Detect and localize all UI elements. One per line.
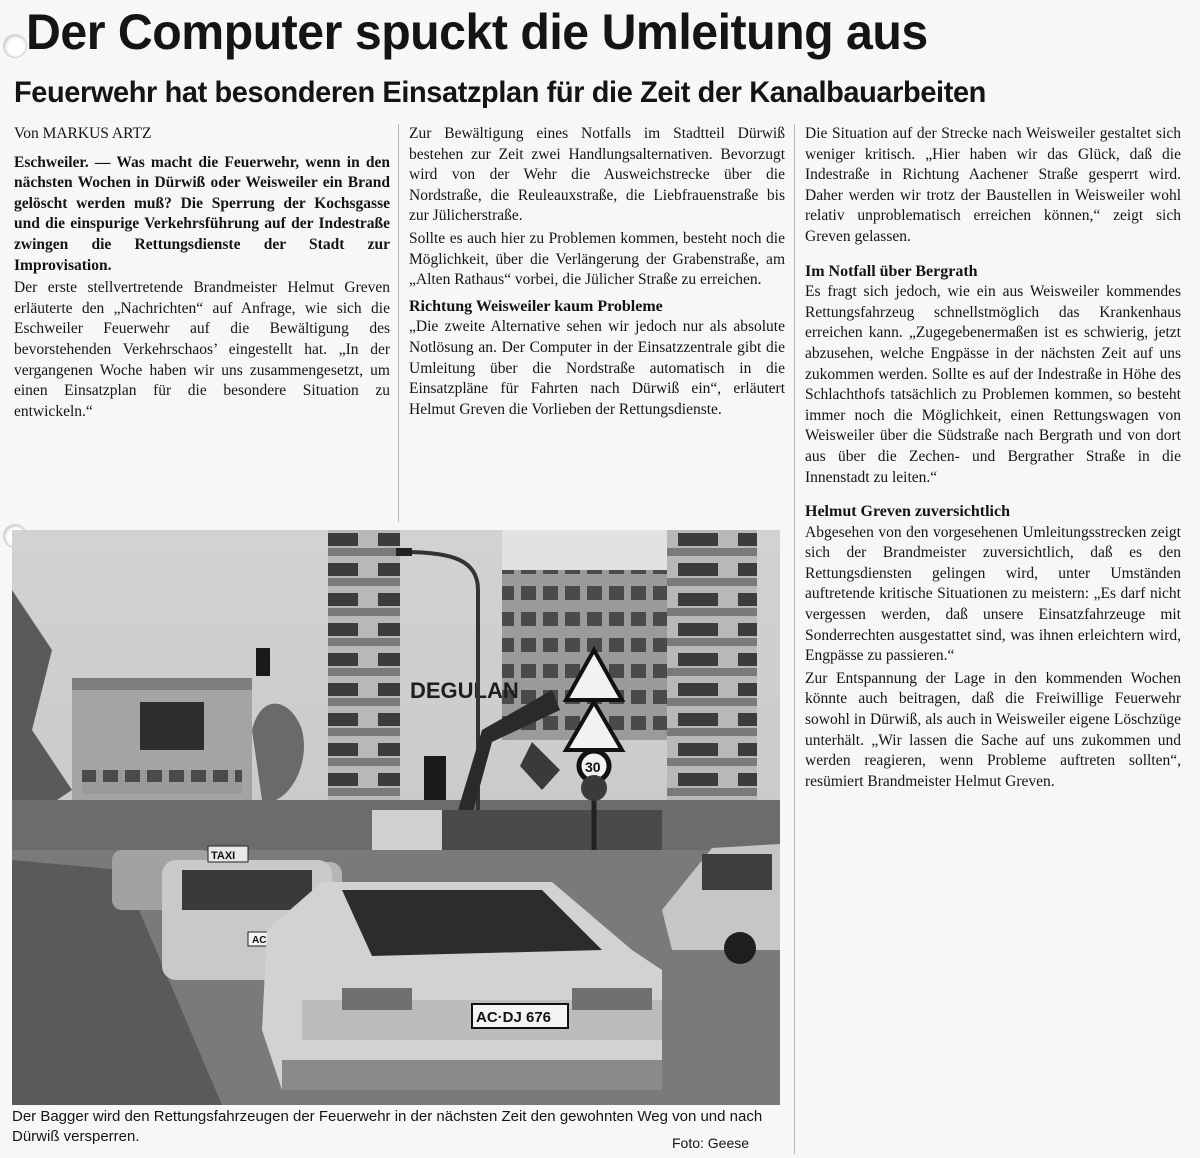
high-rise-right bbox=[667, 530, 757, 830]
article-column-1 bbox=[14, 124, 390, 424]
body-paragraph: „Die zweite Alternative sehen wir jedoch nur als absolute Notlösung an. Der Computer in der Einsatzzentrale gibt die Umleitung über die Nordstraße automatisch in die Einsatzpläne für Fahrten nach Dürwiß ein“, erläutert Helmut Greven die Vorlieben der Rettungsdienste. bbox=[409, 318, 785, 418]
body-paragraph: Der erste stellvertretende Brandmeister Helmut Greven erläuterte den „Nachrichten“ auf Anfrage, wie sich die Eschweiler Feuerwehr auf die Bewältigung des bevorstehenden Verkehrschaos’ eingestellt hat. „In der vergangenen Woche haben wir uns zusammengesetzt, um einen Einsatzplan für die besondere Situation zu entwickeln.“ bbox=[14, 279, 390, 420]
high-rise-left bbox=[328, 530, 400, 830]
article-column-2 bbox=[409, 124, 785, 422]
body-paragraph: Es fragt sich jedoch, wie ein aus Weisweiler kommendes Rettungsfahrzeug schnellstmöglich das Krankenhaus erreichen kann. „Zugegebenermaßen ist es schwierig, jetzt abzusehen, welche Engpässe in der nächsten Zeit auf uns zukommen werden. Sollte es auf der Indestraße in Höhe des Schlachthofs tatsächlich zu Problemen kommen, so besteht immer noch die Möglichkeit, einen Rettungswagen von Weisweiler über die Südstraße nach Bergrath und von dort aus über die Zechen- und Bergrather Straße in die Innenstadt zu leiten.“ bbox=[805, 283, 1181, 486]
shop-sign: DEGULAN bbox=[410, 678, 519, 703]
speed-limit-sign: 30 bbox=[585, 759, 601, 775]
lead-paragraph: Eschweiler. — Was macht die Feuerwehr, wenn in den nächsten Wochen in Dürwiß oder Weisweiler ein Brand gelöscht werden muß? Die Sperrung der Kochsgasse und die einspurige Verkehrsführung auf der Indestraße zwingen die Rettungsdienste der Stadt zur Improvisation. bbox=[14, 153, 390, 274]
body-paragraph: Abgesehen von den vorgesehenen Umleitungsstrecken zeigt sich der Brandmeister zuversichtlich, daß es den Rettungsdiensten gelingen wird, unter Umständen auftretende kritische Situationen zu meistern: „Es darf nicht vergessen werden, daß unsere Einsatzfahrzeuge mit Sonderrechten ausgestattet sind, was ihnen erleichtern wird, Engpässe zu passieren.“ bbox=[805, 523, 1181, 665]
license-plate: AC·DJ 676 bbox=[476, 1009, 552, 1026]
subheadline: Feuerwehr hat besonderen Einsatzplan für die Zeit der Kanalbauarbeiten bbox=[14, 76, 986, 109]
headline: Der Computer spuckt die Umleitung aus bbox=[26, 4, 928, 60]
byline: Von MARKUS ARTZ bbox=[14, 125, 152, 142]
svg-text:AC: AC bbox=[252, 935, 267, 946]
body-paragraph: Sollte es auch hier zu Problemen kommen, besteht noch die Möglichkeit, über die Verlängerung der Grabenstraße, am „Alten Rathaus“ vorbei, die Jülicher Straße zu erreichen. bbox=[409, 229, 785, 289]
section-heading: Im Notfall über Bergrath bbox=[805, 262, 978, 280]
section-heading: Helmut Greven zuversichtlich bbox=[805, 503, 1010, 521]
street-photo bbox=[12, 530, 780, 1105]
column-rule-2 bbox=[794, 124, 795, 1154]
body-paragraph: Zur Bewältigung eines Notfalls im Stadtteil Dürwiß bestehen zur Zeit zwei Handlungsalternativen. Bevorzugt wird von der Wehr die Ausweichstrecke über die Nordstraße, die Reuleauxstraße, die Liebfrauenstraße bis zur Jülicherstraße. bbox=[409, 125, 785, 225]
svg-text:TAXI: TAXI bbox=[211, 850, 236, 862]
body-paragraph: Zur Entspannung der Lage in den kommenden Wochen könnte auch beitragen, daß die Freiwillige Feuerwehr sowohl in Dürwiß, als auch in Weisweiler eigene Löschzüge unterhält. „Wir lassen die Sache auf uns zukommen und werden reagieren, wenn Probleme auftreten sollten“, resümiert Brandmeister Helmut Greven. bbox=[805, 669, 1181, 790]
traffic-light bbox=[256, 648, 270, 676]
column-rule-1 bbox=[398, 124, 399, 522]
section-heading: Richtung Weisweiler kaum Probleme bbox=[409, 297, 663, 315]
photo-caption: Der Bagger wird den Rettungsfahrzeugen der Feuerwehr in der nächsten Zeit den gewohnten Weg von und nach Dürwiß versperren. bbox=[12, 1108, 763, 1145]
article-column-3 bbox=[805, 124, 1181, 794]
punch-hole-top bbox=[3, 34, 27, 58]
photo-credit: Foto: Geese bbox=[672, 1135, 750, 1151]
body-paragraph: Die Situation auf der Strecke nach Weisweiler gestaltet sich weniger kritisch. „Hier haben wir das Glück, daß die Indestraße in Richtung Aachener Straße gesperrt wird. Daher werden wir trotz der Baustellen in Weisweiler wohl relativ unproblematisch erreichen können,“ zeigt sich Greven gelassen. bbox=[805, 125, 1181, 245]
